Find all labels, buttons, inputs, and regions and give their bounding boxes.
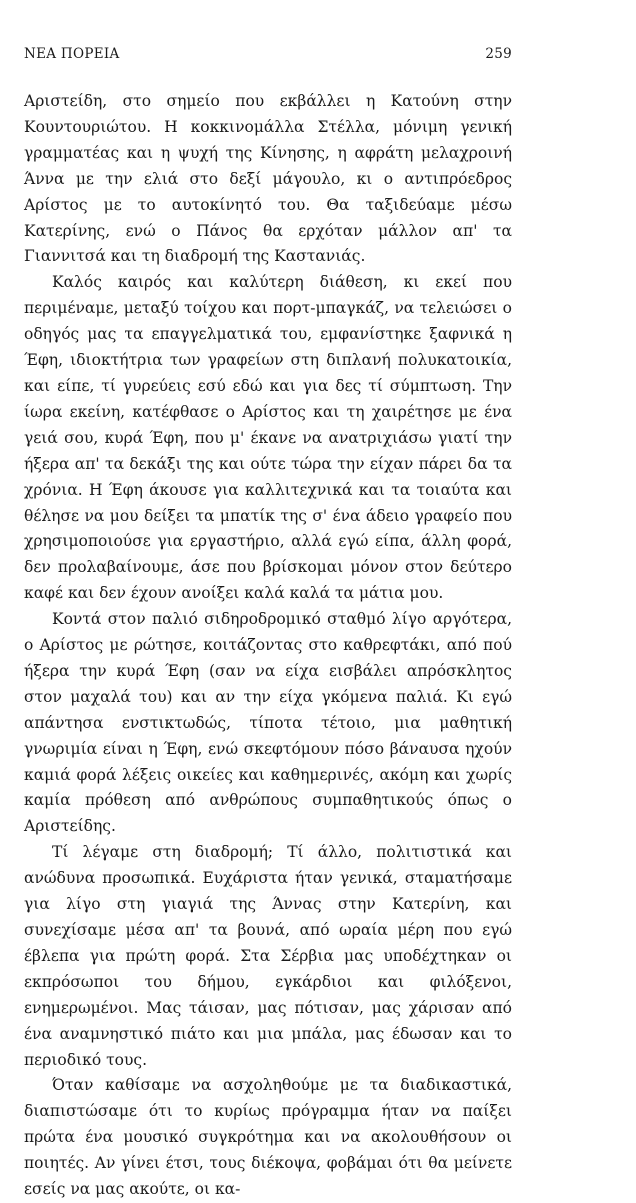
body-text xyxy=(24,89,512,1203)
running-title: ΝΕΑ ΠΟΡΕΙΑ xyxy=(24,46,120,62)
page-header xyxy=(24,46,512,62)
paragraph: Όταν καθίσαμε να ασχοληθούμε με τα διαδικαστικά, διαπιστώσαμε ότι το κυρίως πρόγραμμα ήταν να παίξει πρώτα ένα μουσικό συγκρότημα και να ακολουθήσουν οι ποιητές. Αν γίνει έτσι, τους διέκοψα, φοβάμαι ότι θα μείνετε εσείς να μας ακούτε, οι κα- xyxy=(24,1076,512,1199)
paragraph: Καλός καιρός και καλύτερη διάθεση, κι εκεί που περιμέναμε, μεταξύ τοίχου και πορτ-μπαγκάζ, να τελειώσει ο οδηγός μας τα επαγγελματικά του, εμφανίστηκε ξαφνικά η Έφη, ιδιοκτήτρια των γραφείων στη διπλανή πολυκατοικία, και είπε, τί γυρεύεις εσύ εδώ και για δες τί σύμπτωση. Την ίωρα εκείνη, κατέφθασε ο Αρίστος και τη χαιρέτησε με ένα γειά σου, κυρά Έφη, που μ' έκανε να ανατριχιάσω γιατί την ήξερα απ' τα δεκάξι της και ούτε τώρα την είχαν πάρει δα τα χρόνια. Η Έφη άκουσε για καλλιτεχνικά και τα τοιαύτα και θέλησε να μου δείξει τα μπατίκ της σ' ένα άδειο γραφείο που χρησιμοποιούσε για εργαστήριο, αλλά εγώ είπα, άλλη φορά, δεν προλαβαίνουμε, άσε που βρίσκομαι μόνον στον δεύτερο καφέ και δεν έχουν ανοίξει καλά καλά τα μάτια μου. xyxy=(24,273,512,603)
page-number: 259 xyxy=(485,46,512,62)
paragraph: Αριστείδη, στο σημείο που εκβάλλει η Κατούνη στην Κουντουριώτου. Η κοκκινομάλλα Στέλλα, μόνιμη γενική γραμματέας και η ψυχή της Κίνησης, η αφράτη μελαχροινή Άννα με την ελιά στο δεξί μάγουλο, κι ο αντιπρόεδρος Αρίστος με το αυτοκίνητό του. Θα ταξιδεύαμε μέσω Κατερίνης, ενώ ο Πάνος θα ερχόταν μάλλον απ' τα Γιαννιτσά και τη διαδρομή της Καστανιάς. xyxy=(24,92,512,266)
paragraph: Κοντά στον παλιό σιδηροδρομικό σταθμό λίγο αργότερα, ο Αρίστος με ρώτησε, κοιτάζοντας στο καθρεφτάκι, από πού ήξερα την κυρά Έφη (σαν να είχα εισβάλει απρόσκλητος στον μαχαλά του) και αν την είχα γκόμενα παλιά. Κι εγώ απάντησα ενστικτωδώς, τίποτα τέτοιο, μια μαθητική γνωριμία είναι η Έφη, ενώ σκεφτόμουν πόσο βάναυσα ηχούν καμιά φορά λέξεις οικείες και καθημερινές, ακόμη και χωρίς καμία πρόθεση από ανθρώπους συμπαθητικούς όπως ο Αριστείδης. xyxy=(24,610,512,836)
paragraph: Τί λέγαμε στη διαδρομή; Τί άλλο, πολιτιστικά και ανώδυνα προσωπικά. Ευχάριστα ήταν γενικά, σταματήσαμε για λίγο στη γιαγιά της Άννας στην Κατερίνη, και συνεχίσαμε μέσα απ' τα βουνά, από ωραία μέρη που εγώ έβλεπα για πρώτη φορά. Στα Σέρβια μας υποδέχτηκαν οι εκπρόσωποι του δήμου, εγκάρδιοι και φιλόξενοι, ενημερωμένοι. Μας τάισαν, μας πότισαν, μας χάρισαν από ένα αναμνηστικό πιάτο και μια μπάλα, μας έδωσαν και το περιοδικό τους. xyxy=(24,843,512,1069)
